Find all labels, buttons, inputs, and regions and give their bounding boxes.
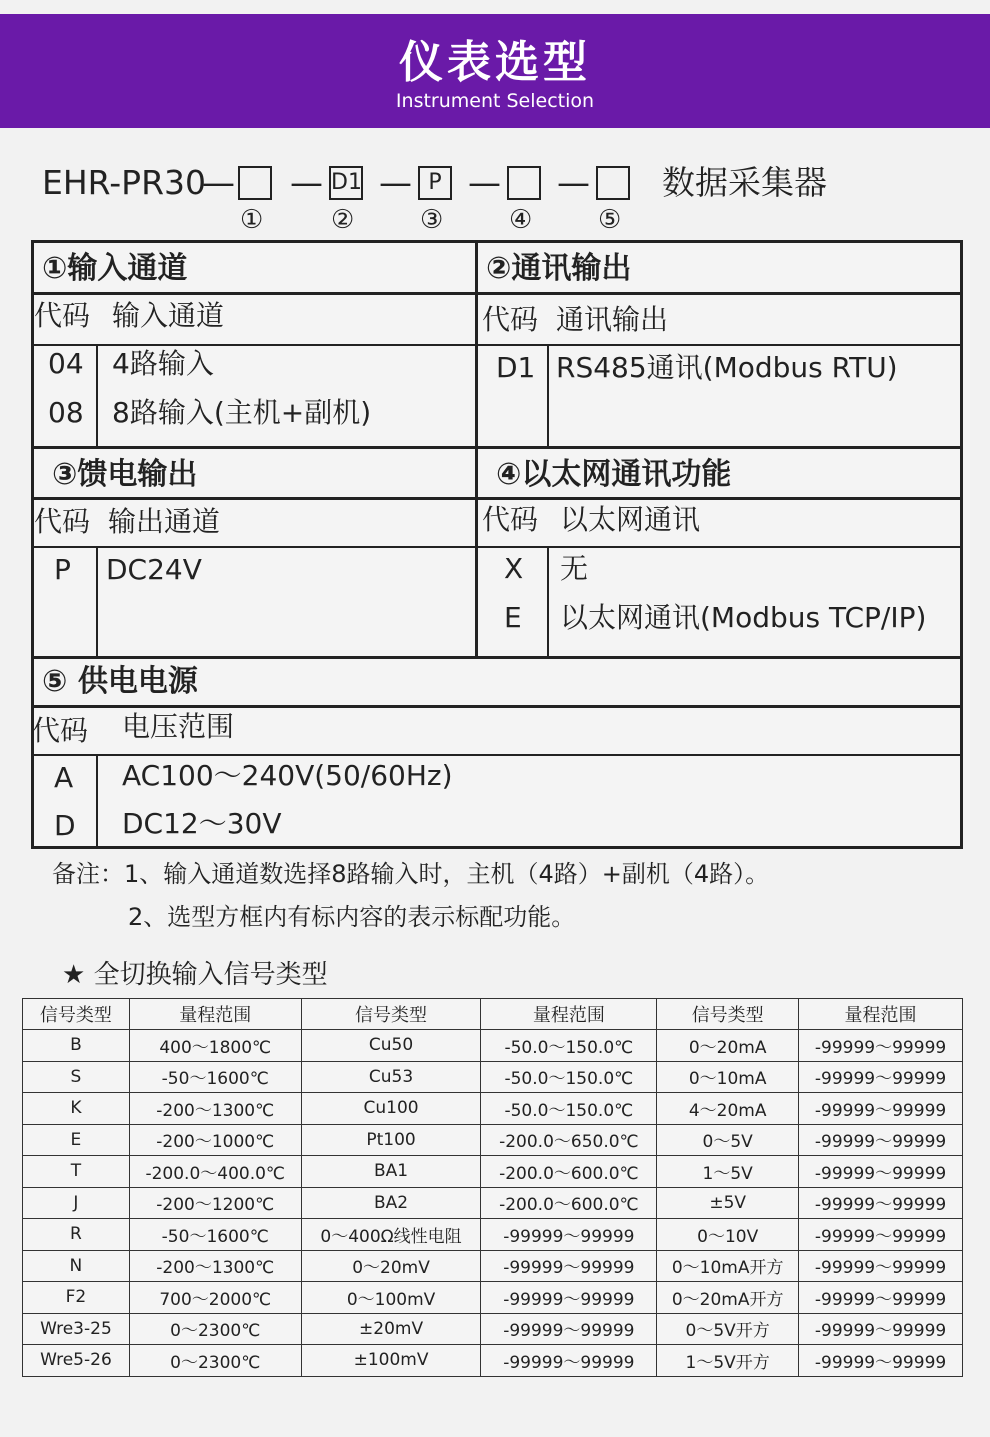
table-cell: -99999～99999 [799, 1187, 963, 1219]
option-number-3: ③ [420, 205, 444, 235]
model-dash: — [290, 163, 323, 202]
option-box-1 [238, 166, 272, 200]
table-cell: BA2 [301, 1187, 481, 1219]
table-cell: -99999～99999 [799, 1030, 963, 1062]
table-row [23, 1187, 963, 1219]
ethernet-desc-x: 无 [560, 552, 589, 585]
note-1: 备注：1、输入通道数选择8路输入时，主机（4路）+副机（4路）。 [52, 860, 770, 888]
table-cell: ±20mV [301, 1313, 481, 1345]
ethernet-col-code: 代码 [482, 503, 539, 536]
input-desc-04: 4路输入 [112, 347, 214, 380]
table-cell: N [23, 1250, 130, 1282]
comm-desc-d1: RS485通讯(Modbus RTU) [556, 351, 898, 384]
table-cell: 0～20mV [301, 1250, 481, 1282]
table-cell: ±100mV [301, 1345, 481, 1377]
table-row [23, 1156, 963, 1188]
table-row [23, 1345, 963, 1377]
table-cell: -99999～99999 [799, 1250, 963, 1282]
input-code-08: 08 [48, 396, 84, 429]
ethernet-col-name: 以太网通讯 [560, 503, 701, 536]
feed-col-code: 代码 [34, 505, 91, 538]
table-cell: 0～10V [657, 1219, 799, 1251]
table-cell: -200.0～400.0℃ [129, 1156, 301, 1188]
signal-table-header [23, 999, 963, 1030]
comm-output-header: ②通讯输出 [486, 251, 632, 286]
table-cell: -99999～99999 [799, 1093, 963, 1125]
table-cell: T [23, 1156, 130, 1188]
table-cell: -99999～99999 [481, 1282, 657, 1314]
table-cell: Wre3-25 [23, 1313, 130, 1345]
table-cell: 0～20mA开方 [657, 1282, 799, 1314]
comm-col-name: 通讯输出 [556, 303, 669, 336]
table-row [23, 1061, 963, 1093]
table-cell: -200～1300℃ [129, 1250, 301, 1282]
option-box-2: D1 [329, 166, 363, 200]
model-suffix: 数据采集器 [662, 163, 827, 202]
feed-code-p: P [54, 553, 71, 586]
note-2: 2、选型方框内有标内容的表示标配功能。 [128, 903, 576, 931]
table-cell: K [23, 1093, 130, 1125]
table-cell: 0～20mA [657, 1030, 799, 1062]
power-desc-d: DC12～30V [122, 807, 282, 840]
table-cell: -99999～99999 [481, 1313, 657, 1345]
table-cell: 400～1800℃ [129, 1030, 301, 1062]
header-range: 量程范围 [799, 999, 963, 1030]
ethernet-desc-e: 以太网通讯(Modbus TCP/IP) [560, 601, 927, 634]
feed-desc-p: DC24V [106, 553, 202, 586]
table-cell: BA1 [301, 1156, 481, 1188]
model-code-line [42, 158, 972, 208]
power-supply-header: ⑤ 供电电源 [42, 664, 198, 699]
table-cell: 0～400Ω线性电阻 [301, 1219, 481, 1251]
option-box-4 [507, 166, 541, 200]
feed-col-name: 输出通道 [108, 505, 221, 538]
comm-col-code: 代码 [482, 303, 539, 336]
table-cell: Cu53 [301, 1061, 481, 1093]
table-cell: Wre5-26 [23, 1345, 130, 1377]
power-code-d: D [54, 809, 76, 842]
table-cell: -99999～99999 [799, 1124, 963, 1156]
table-cell: 0～5V [657, 1124, 799, 1156]
table-row [23, 1219, 963, 1251]
table-cell: R [23, 1219, 130, 1251]
table-cell: -50.0～150.0℃ [481, 1061, 657, 1093]
table-cell: -99999～99999 [799, 1061, 963, 1093]
table-cell: -50～1600℃ [129, 1219, 301, 1251]
title-banner [0, 14, 990, 128]
option-box-5 [596, 166, 630, 200]
table-cell: -99999～99999 [481, 1219, 657, 1251]
table-cell: -99999～99999 [799, 1219, 963, 1251]
header-signal-type: 信号类型 [301, 999, 481, 1030]
input-col-name: 输入通道 [112, 299, 225, 332]
table-cell: 0～2300℃ [129, 1345, 301, 1377]
signal-type-table [22, 998, 963, 1377]
header-signal-type: 信号类型 [23, 999, 130, 1030]
table-cell: J [23, 1187, 130, 1219]
input-desc-08: 8路输入(主机+副机) [112, 396, 372, 429]
model-dash: — [468, 163, 501, 202]
model-dash: — [557, 163, 590, 202]
table-cell: S [23, 1061, 130, 1093]
table-row [23, 1093, 963, 1125]
table-cell: -50.0～150.0℃ [481, 1030, 657, 1062]
table-cell: Cu50 [301, 1030, 481, 1062]
ethernet-code-x: X [504, 552, 524, 585]
page-title: 仪表选型 [399, 37, 591, 88]
power-col-code: 代码 [32, 714, 89, 747]
input-code-04: 04 [48, 347, 84, 380]
power-desc-a: AC100～240V(50/60Hz) [122, 759, 453, 792]
ethernet-header: ④以太网通讯功能 [496, 457, 732, 492]
model-dash: — [202, 163, 235, 202]
model-prefix: EHR-PR30 [42, 163, 206, 202]
table-cell: -200.0～600.0℃ [481, 1187, 657, 1219]
input-channel-header: ①输入通道 [42, 251, 188, 286]
table-row [23, 1250, 963, 1282]
model-dash: — [379, 163, 412, 202]
table-cell: Cu100 [301, 1093, 481, 1125]
option-number-2: ② [331, 205, 355, 235]
table-cell: -200～1300℃ [129, 1093, 301, 1125]
signal-types-title: ★ 全切换输入信号类型 [62, 960, 328, 990]
option-number-1: ① [240, 205, 264, 235]
comm-code-d1: D1 [496, 351, 536, 384]
table-cell: F2 [23, 1282, 130, 1314]
table-cell: 4～20mA [657, 1093, 799, 1125]
table-row [23, 1030, 963, 1062]
table-cell: 0～5V开方 [657, 1313, 799, 1345]
table-cell: 1～5V [657, 1156, 799, 1188]
table-cell: -50～1600℃ [129, 1061, 301, 1093]
table-cell: -200～1000℃ [129, 1124, 301, 1156]
table-cell: -200.0～600.0℃ [481, 1156, 657, 1188]
table-row [23, 1313, 963, 1345]
table-cell: 0～10mA [657, 1061, 799, 1093]
table-cell: B [23, 1030, 130, 1062]
table-row [23, 1282, 963, 1314]
table-cell: -99999～99999 [481, 1250, 657, 1282]
page-subtitle: Instrument Selection [395, 90, 595, 112]
power-code-a: A [54, 761, 74, 794]
table-cell: 0～10mA开方 [657, 1250, 799, 1282]
ethernet-code-e: E [504, 601, 522, 634]
table-cell: -99999～99999 [799, 1345, 963, 1377]
table-cell: 1～5V开方 [657, 1345, 799, 1377]
option-number-5: ⑤ [598, 205, 622, 235]
header-range: 量程范围 [129, 999, 301, 1030]
feed-output-header: ③馈电输出 [52, 457, 198, 492]
table-cell: -99999～99999 [799, 1282, 963, 1314]
table-cell: -200.0～650.0℃ [481, 1124, 657, 1156]
selection-table [31, 240, 963, 849]
table-cell: 0～100mV [301, 1282, 481, 1314]
table-row [23, 1124, 963, 1156]
table-cell: -99999～99999 [481, 1345, 657, 1377]
table-cell: -99999～99999 [799, 1313, 963, 1345]
table-cell: Pt100 [301, 1124, 481, 1156]
table-cell: E [23, 1124, 130, 1156]
table-cell: -50.0～150.0℃ [481, 1093, 657, 1125]
input-col-code: 代码 [34, 299, 91, 332]
power-col-name: 电压范围 [122, 710, 235, 743]
table-cell: 0～2300℃ [129, 1313, 301, 1345]
table-cell: -200～1200℃ [129, 1187, 301, 1219]
header-range: 量程范围 [481, 999, 657, 1030]
option-number-4: ④ [509, 205, 533, 235]
header-signal-type: 信号类型 [657, 999, 799, 1030]
table-cell: -99999～99999 [799, 1156, 963, 1188]
option-box-3: P [418, 166, 452, 200]
table-cell: 700～2000℃ [129, 1282, 301, 1314]
table-cell: ±5V [657, 1187, 799, 1219]
